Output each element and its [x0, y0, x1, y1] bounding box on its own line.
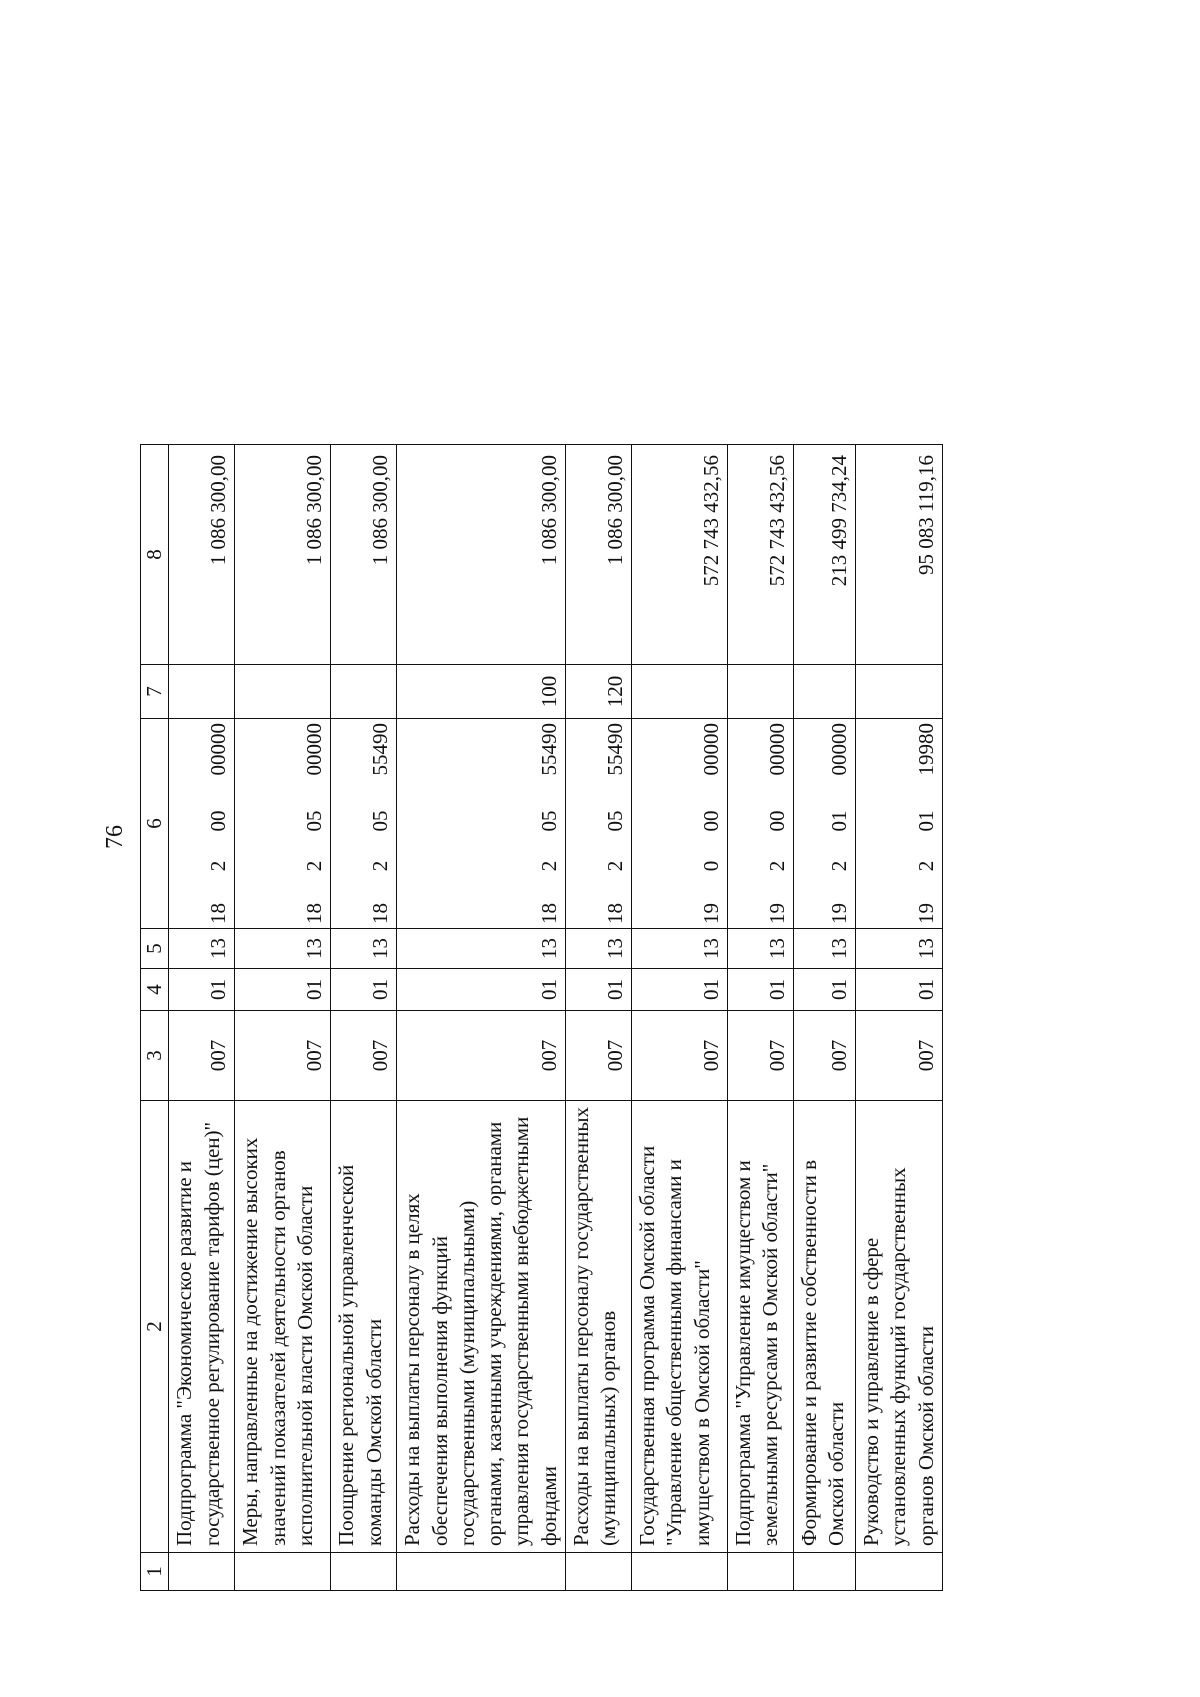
row-code-7 [856, 665, 943, 719]
row-code-3: 007 [169, 1011, 235, 1101]
code-6-part: 01 [826, 810, 851, 832]
row-col1 [856, 1553, 943, 1591]
header-col-8: 8 [141, 445, 169, 665]
budget-table [140, 444, 943, 1591]
row-code-5: 13 [566, 929, 632, 969]
row-code-7 [169, 665, 235, 719]
header-col-1: 1 [141, 1553, 169, 1591]
row-name: Руководство и управление в сфере установленных функций государственных органов Омской области [856, 1101, 943, 1553]
row-code-5: 13 [856, 929, 943, 969]
row-col1 [169, 1553, 235, 1591]
row-code-6 [169, 719, 235, 929]
row-name: Расходы на выплаты персоналу государственных (муниципальных) органов [566, 1101, 632, 1553]
code-6-part: 55490 [536, 723, 561, 776]
row-col1 [794, 1553, 856, 1591]
row-code-4: 01 [566, 969, 632, 1011]
code-6-part: 00000 [826, 723, 851, 776]
row-amount: 1 086 300,00 [397, 445, 566, 665]
row-name: Расходы на выплаты персоналу в целях обеспечения выполнения функций государственными (муниципальными) органами, казенными учреждениями, органами управления государственными внебюджетными фондами [397, 1101, 566, 1553]
table-header-row [141, 445, 169, 1591]
code-6-part: 00 [206, 810, 230, 832]
table-row [632, 445, 728, 1591]
row-amount: 1 086 300,00 [566, 445, 632, 665]
code-6-part: 18 [536, 903, 561, 924]
row-code-6 [856, 719, 943, 929]
code-6-part: 2 [602, 860, 627, 872]
table-row [169, 445, 235, 1591]
code-6-part: 19 [698, 903, 723, 924]
row-code-3: 007 [331, 1011, 397, 1101]
row-code-5: 13 [794, 929, 856, 969]
row-code-4: 01 [632, 969, 728, 1011]
row-code-6 [397, 719, 566, 929]
row-code-7 [632, 665, 728, 719]
header-col-2: 2 [141, 1101, 169, 1553]
row-code-5: 13 [632, 929, 728, 969]
row-code-6 [728, 719, 794, 929]
header-col-6: 6 [141, 719, 169, 929]
code-6-part: 18 [206, 903, 230, 924]
code-6-part: 2 [536, 860, 561, 872]
code-6-part: 05 [368, 810, 392, 832]
table-row [397, 445, 566, 1591]
code-6-part: 2 [764, 860, 789, 872]
code-6-part: 2 [368, 860, 392, 872]
row-amount: 1 086 300,00 [331, 445, 397, 665]
header-col-7: 7 [141, 665, 169, 719]
code-6-part: 19 [826, 903, 851, 924]
row-code-4: 01 [331, 969, 397, 1011]
row-amount: 95 083 119,16 [856, 445, 943, 665]
code-6-part: 18 [302, 903, 326, 924]
row-code-4: 01 [794, 969, 856, 1011]
row-code-3: 007 [235, 1011, 331, 1101]
code-6-part: 2 [826, 860, 851, 872]
table-row [235, 445, 331, 1591]
code-6-part: 00 [764, 810, 789, 832]
header-col-5: 5 [141, 929, 169, 969]
row-code-3: 007 [728, 1011, 794, 1101]
code-6-part: 18 [602, 903, 627, 924]
code-6-part: 2 [206, 860, 230, 872]
code-6-part: 19 [764, 903, 789, 924]
code-6-part: 00000 [698, 723, 723, 776]
row-code-4: 01 [169, 969, 235, 1011]
row-amount: 213 499 734,24 [794, 445, 856, 665]
row-col1 [235, 1553, 331, 1591]
code-6-part: 0 [698, 860, 723, 872]
table-row [794, 445, 856, 1591]
row-code-3: 007 [397, 1011, 566, 1101]
row-code-6 [632, 719, 728, 929]
row-code-4: 01 [856, 969, 943, 1011]
row-code-5: 13 [728, 929, 794, 969]
table-row [331, 445, 397, 1591]
row-code-7: 120 [566, 665, 632, 719]
row-code-7 [235, 665, 331, 719]
row-code-6 [794, 719, 856, 929]
row-name: Подпрограмма "Экономическое развитие и государственное регулирование тарифов (цен)" [169, 1101, 235, 1553]
row-amount: 572 743 432,56 [728, 445, 794, 665]
row-code-4: 01 [235, 969, 331, 1011]
row-code-6 [331, 719, 397, 929]
code-6-part: 05 [536, 810, 561, 832]
row-col1 [632, 1553, 728, 1591]
code-6-part: 55490 [368, 723, 392, 776]
table-row [856, 445, 943, 1591]
row-col1 [397, 1553, 566, 1591]
row-name: Меры, направленные на достижение высоких значений показателей деятельности органов исполнительной власти Омской области [235, 1101, 331, 1553]
row-code-3: 007 [566, 1011, 632, 1101]
table-header [141, 445, 169, 1591]
row-amount: 1 086 300,00 [235, 445, 331, 665]
row-name: Формирование и развитие собственности в Омской области [794, 1101, 856, 1553]
code-6-part: 00000 [206, 723, 230, 776]
row-code-3: 007 [632, 1011, 728, 1101]
row-code-7: 100 [397, 665, 566, 719]
code-6-part: 2 [913, 860, 938, 872]
row-name: Государственная программа Омской области "Управление общественными финансами и имуществом в Омской области" [632, 1101, 728, 1553]
code-6-part: 00 [698, 810, 723, 832]
row-name: Подпрограмма "Управление имуществом и земельными ресурсами в Омской области" [728, 1101, 794, 1553]
row-code-3: 007 [856, 1011, 943, 1101]
code-6-part: 55490 [602, 723, 627, 776]
table-body [169, 445, 943, 1591]
row-code-6 [235, 719, 331, 929]
row-code-3: 007 [794, 1011, 856, 1101]
row-code-7 [794, 665, 856, 719]
row-code-6 [566, 719, 632, 929]
row-amount: 1 086 300,00 [169, 445, 235, 665]
code-6-part: 05 [302, 810, 326, 832]
row-code-7 [331, 665, 397, 719]
row-col1 [566, 1553, 632, 1591]
header-col-4: 4 [141, 969, 169, 1011]
table-row [728, 445, 794, 1591]
code-6-part: 2 [302, 860, 326, 872]
code-6-part: 01 [913, 810, 938, 832]
row-code-7 [728, 665, 794, 719]
code-6-part: 00000 [302, 723, 326, 776]
row-code-4: 01 [728, 969, 794, 1011]
row-name: Поощрение региональной управленческой команды Омской области [331, 1101, 397, 1553]
code-6-part: 19980 [913, 723, 938, 776]
row-code-4: 01 [397, 969, 566, 1011]
row-amount: 572 743 432,56 [632, 445, 728, 665]
header-col-3: 3 [141, 1011, 169, 1101]
row-col1 [728, 1553, 794, 1591]
row-code-5: 13 [331, 929, 397, 969]
code-6-part: 18 [368, 903, 392, 924]
code-6-part: 00000 [764, 723, 789, 776]
code-6-part: 19 [913, 903, 938, 924]
code-6-part: 05 [602, 810, 627, 832]
row-code-5: 13 [169, 929, 235, 969]
table-row [566, 445, 632, 1591]
row-code-5: 13 [235, 929, 331, 969]
page-number: 76 [102, 825, 128, 849]
row-col1 [331, 1553, 397, 1591]
row-code-5: 13 [397, 929, 566, 969]
